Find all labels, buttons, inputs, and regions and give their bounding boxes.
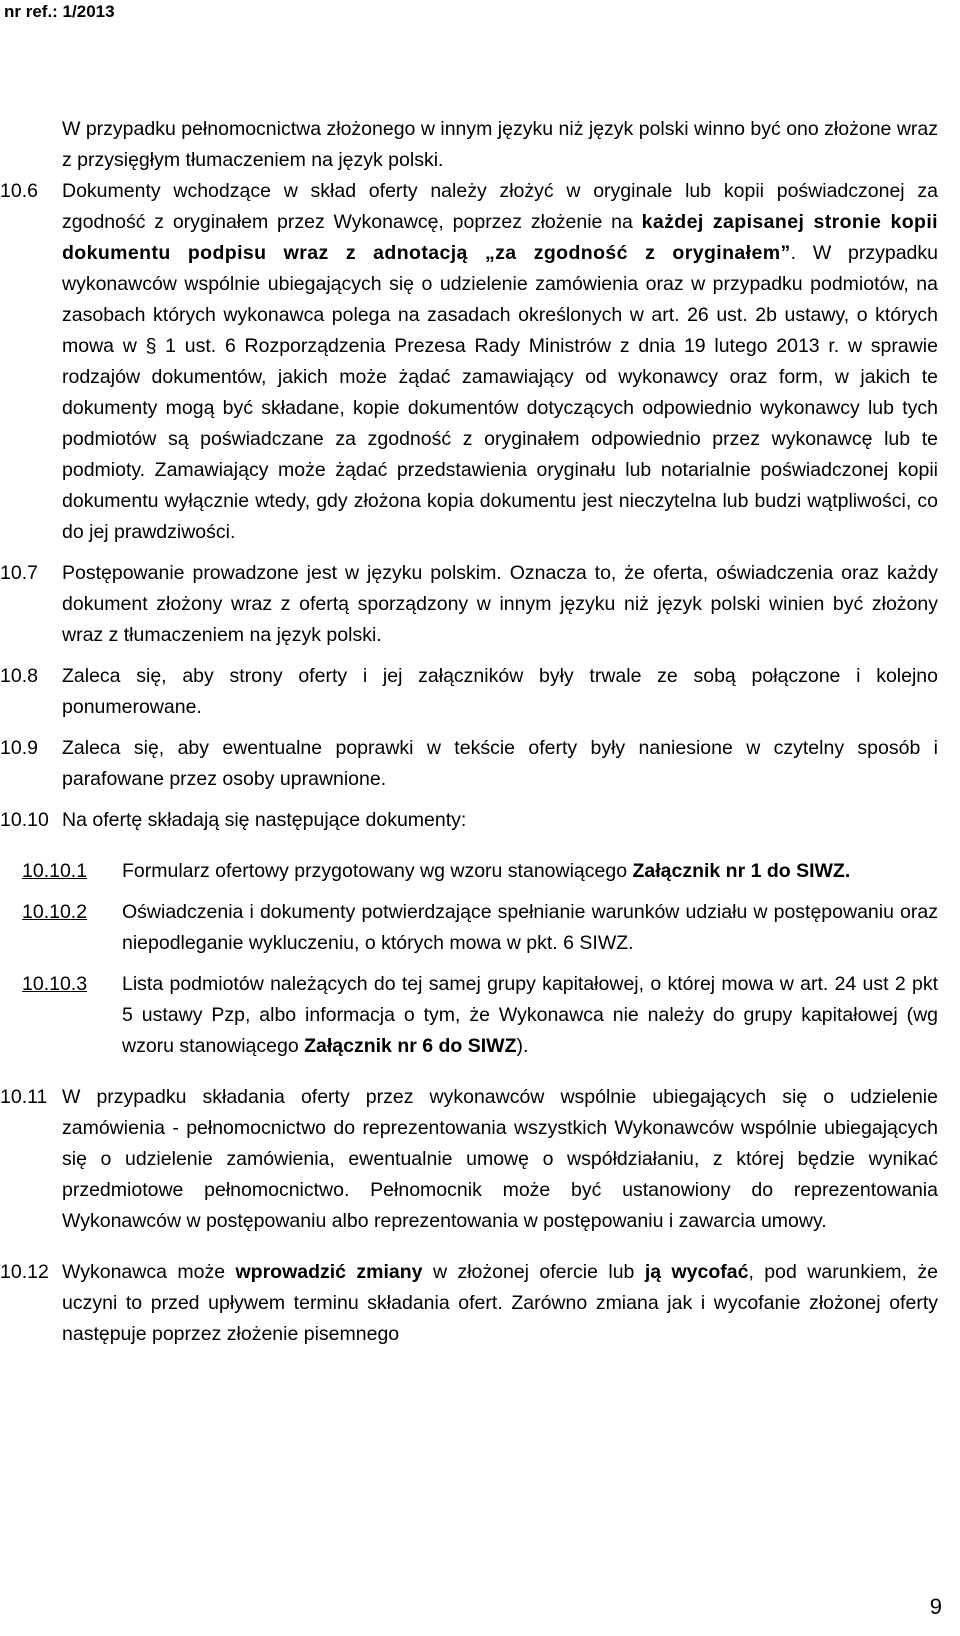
section-text: W przypadku składania oferty przez wykonawców wspólnie ubiegających się o udzielenie zamówienia - pełnomocnictwo do reprezentowania wszystkich Wykonawców wspólnie ubiegających się o udzielenie zamówienia, ewentualnie umowę o współdziałaniu, z której będzie wynikać przedmiotowe pełnomocnictwo. Pełnomocnik może być ustanowiony do reprezentowania Wykonawców w postępowaniu albo reprezentowania w postępowaniu i zawarcia umowy. <box>62 1086 938 1232</box>
section-text-bold: wprowadzić zmiany <box>235 1261 423 1283</box>
section-number: 10.12 <box>0 1261 49 1283</box>
section-10-6 <box>0 176 938 548</box>
section-text: w złożonej ofercie lub <box>422 1261 645 1283</box>
section-number: 10.9 <box>0 737 38 759</box>
section-text: Postępowanie prowadzone jest w języku polskim. Oznacza to, że oferta, oświadczenia oraz każdy dokument złożony wraz z ofertą sporządzony w innym języku niż język polski winien być złożony wraz z tłumaczeniem na język polski. <box>62 562 938 646</box>
section-text: . W przypadku wykonawców wspólnie ubiegających się o udzielenie zamówienia oraz w przypadku podmiotów, na zasobach których wykonawca polega na zasadach określonych w art. 26 ust. 2b ustawy, o których mowa w § 1 ust. 6 Rozporządzenia Prezesa Rady Ministrów z dnia 19 lutego 2013 r. w sprawie rodzajów dokumentów, jakich może żądać zamawiający od wykonawcy oraz form, w jakich te dokumenty mogą być składane, kopie dokumentów dotyczących odpowiednio wykonawcy lub tych podmiotów są poświadczane za zgodność z oryginałem odpowiednio przez wykonawcę lub te podmioty. Zamawiający może żądać przedstawienia oryginału lub notarialnie poświadczonej kopii dokumentu wyłącznie wtedy, gdy złożona kopia dokumentu jest nieczytelna lub budzi wątpliwości, co do jej prawdziwości. <box>62 242 938 543</box>
subsection-text-bold: Załącznik nr 6 do SIWZ <box>304 1035 517 1057</box>
section-text: Zaleca się, aby strony oferty i jej załączników były trwale ze sobą połączone i kolejno ponumerowane. <box>62 665 938 718</box>
section-10-10-3 <box>22 969 938 1062</box>
section-number: 10.6 <box>0 180 38 202</box>
section-10-9 <box>0 733 938 795</box>
section-10-7 <box>0 558 938 651</box>
subsection-text: Oświadczenia i dokumenty potwierdzające spełnianie warunków udziału w postępowaniu oraz niepodleganie wykluczeniu, o których mowa w pkt. 6 SIWZ. <box>122 901 938 954</box>
subsection-number: 10.10.3 <box>22 973 88 995</box>
section-10-10-1 <box>22 856 938 887</box>
section-text: , pod warunkiem, że uczyni to przed upływem terminu składania ofert. Zarówno zmiana jak i wycofanie złożonej oferty następuje poprzez złożenie pisemnego <box>62 1261 938 1345</box>
document-body <box>0 114 938 1350</box>
section-10-8 <box>0 661 938 723</box>
section-10-10-2 <box>22 897 938 959</box>
section-text: Dokumenty wchodzące w skład oferty należy złożyć w oryginale lub kopii poświadczonej za zgodność z oryginałem przez Wykonawcę, poprzez złożenie na <box>62 180 938 233</box>
subsection-number: 10.10.1 <box>22 860 88 882</box>
section-text: Wykonawca może <box>62 1261 236 1283</box>
document-reference: nr ref.: 1/2013 <box>4 2 115 21</box>
subsection-text-bold: Załącznik nr 1 do SIWZ. <box>632 860 851 882</box>
section-text: Zaleca się, aby ewentualne poprawki w tekście oferty były naniesione w czytelny sposób i parafowane przez osoby uprawnione. <box>62 737 938 790</box>
subsection-text: ). <box>516 1035 529 1057</box>
section-10-10 <box>0 805 938 836</box>
section-number: 10.7 <box>0 562 38 584</box>
section-text-bold: każdej zapisanej stronie kopii dokumentu podpisu wraz z adnotacją „za zgodność z oryginałem” <box>62 211 938 264</box>
intro-paragraph: W przypadku pełnomocnictwa złożonego w innym języku niż język polski winno być ono złożone wraz z przysięgłym tłumaczeniem na język polski. <box>62 118 938 171</box>
section-10-11 <box>0 1082 938 1237</box>
subsection-number: 10.10.2 <box>22 901 88 923</box>
section-text: Na ofertę składają się następujące dokumenty: <box>62 809 467 831</box>
section-number: 10.8 <box>0 665 38 687</box>
section-number: 10.11 <box>0 1086 48 1108</box>
subsection-text: Lista podmiotów należących do tej samej grupy kapitałowej, o której mowa w art. 24 ust 2 pkt 5 ustawy Pzp, albo informacja o tym, że Wykonawca nie należy do grupy kapitałowej (wg wzoru stanowiącego <box>122 973 938 1057</box>
page-number: 9 <box>929 1594 942 1619</box>
section-10-12 <box>0 1257 938 1350</box>
subsection-text: Formularz ofertowy przygotowany wg wzoru stanowiącego <box>122 860 633 882</box>
section-text-bold: ją wycofać <box>644 1261 749 1283</box>
section-number: 10.10 <box>0 809 49 831</box>
